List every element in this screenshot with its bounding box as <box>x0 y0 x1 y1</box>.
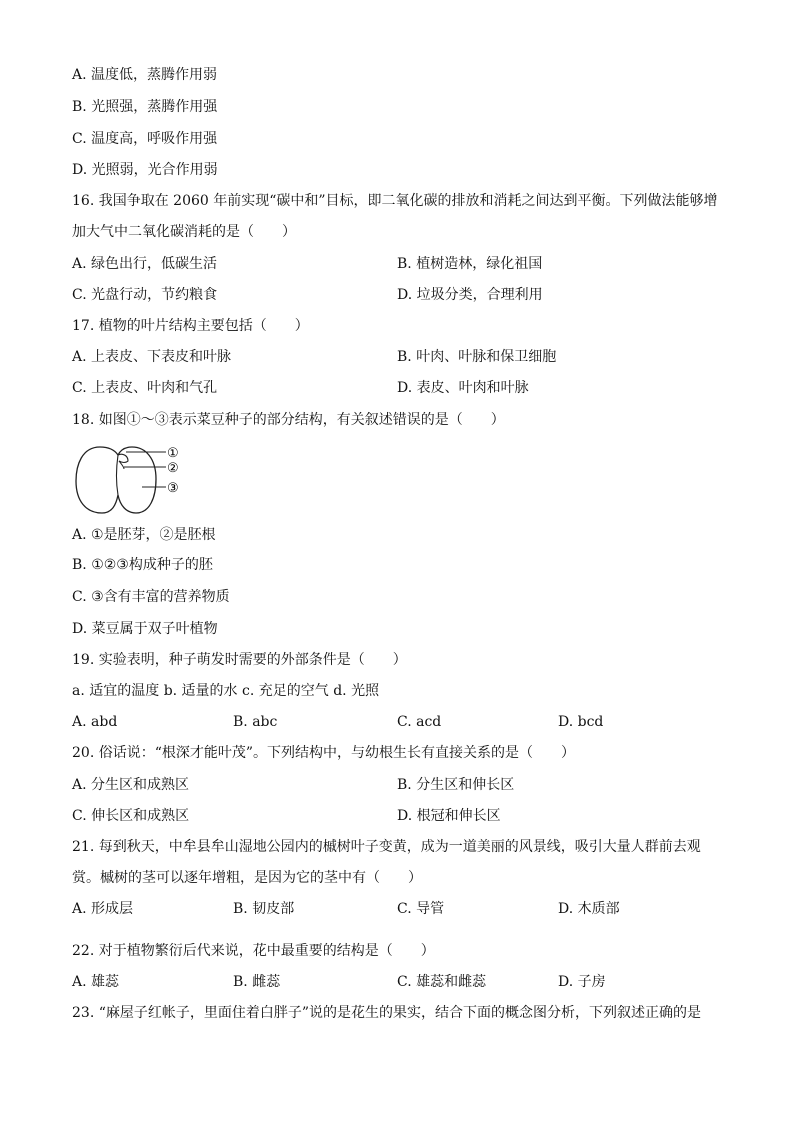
q22-option-d: D. 子房 <box>558 974 606 990</box>
q21-option-c: C. 导管 <box>397 901 445 917</box>
q18-option-b: B. ①②③构成种子的胚 <box>72 557 213 573</box>
question-20-stem: 20. 俗话说：“根深才能叶茂”。下列结构中，与幼根生长有直接关系的是（ ） <box>72 745 576 761</box>
question-16-stem: 16. 我国争取在 2060 年前实现“碳中和”目标，即二氧化碳的排放和消耗之间达到平衡。下列做法能够增 <box>72 193 718 209</box>
question-18-stem: 18. 如图①～③表示菜豆种子的部分结构，有关叙述错误的是（ ） <box>72 412 505 428</box>
bean-seed-figure <box>72 443 212 517</box>
question-22-stem: 22. 对于植物繁衍后代来说，花中最重要的结构是（ ） <box>72 943 435 959</box>
figure-label-2: ② <box>167 461 179 476</box>
question-23-stem: 23. “麻屋子红帐子，里面住着白胖子”说的是花生的果实，结合下面的概念图分析，下列叙述正确的是 <box>72 1005 702 1021</box>
option-d: D. 光照弱，光合作用弱 <box>72 162 218 178</box>
q21-option-b: B. 韧皮部 <box>233 901 295 917</box>
q18-option-d: D. 菜豆属于双子叶植物 <box>72 621 218 637</box>
q20-option-d: D. 根冠和伸长区 <box>397 808 501 824</box>
option-c: C. 温度高，呼吸作用强 <box>72 131 218 147</box>
option-b: B. 光照强，蒸腾作用强 <box>72 99 218 115</box>
q22-option-a: A. 雄蕊 <box>72 974 120 990</box>
question-21-stem-cont: 赏。槭树的茎可以逐年增粗，是因为它的茎中有（ ） <box>72 870 422 886</box>
q20-option-b: B. 分生区和伸长区 <box>397 777 515 793</box>
q16-option-b: B. 植树造林，绿化祖国 <box>397 256 543 272</box>
q19-option-d: D. bcd <box>558 714 604 730</box>
q20-option-a: A. 分生区和成熟区 <box>72 777 190 793</box>
option-a: A. 温度低，蒸腾作用弱 <box>72 67 218 83</box>
question-17-stem: 17. 植物的叶片结构主要包括（ ） <box>72 318 309 334</box>
q17-option-c: C. 上表皮、叶肉和气孔 <box>72 380 218 396</box>
q22-option-c: C. 雄蕊和雌蕊 <box>397 974 487 990</box>
q22-option-b: B. 雌蕊 <box>233 974 281 990</box>
q16-option-d: D. 垃圾分类，合理利用 <box>397 287 543 303</box>
q17-option-b: B. 叶肉、叶脉和保卫细胞 <box>397 349 557 365</box>
q16-option-c: C. 光盘行动，节约粮食 <box>72 287 218 303</box>
q19-option-a: A. abd <box>72 714 118 730</box>
q19-option-c: C. acd <box>397 714 442 730</box>
q21-option-d: D. 木质部 <box>558 901 620 917</box>
figure-label-3: ③ <box>167 481 179 496</box>
q20-option-c: C. 伸长区和成熟区 <box>72 808 190 824</box>
cotyledon-divider <box>117 455 119 495</box>
q17-option-d: D. 表皮、叶肉和叶脉 <box>397 380 529 396</box>
q16-option-a: A. 绿色出行，低碳生活 <box>72 256 218 272</box>
q19-conditions: a. 适宜的温度 b. 适量的水 c. 充足的空气 d. 光照 <box>72 683 380 699</box>
q18-option-c: C. ③含有丰富的营养物质 <box>72 589 230 605</box>
q17-option-a: A. 上表皮、下表皮和叶脉 <box>72 349 232 365</box>
figure-label-1: ① <box>167 446 179 461</box>
question-16-stem-cont: 加大气中二氧化碳消耗的是（ ） <box>72 224 296 240</box>
q19-option-b: B. abc <box>233 714 278 730</box>
question-19-stem: 19. 实验表明，种子萌发时需要的外部条件是（ ） <box>72 652 407 668</box>
q21-option-a: A. 形成层 <box>72 901 134 917</box>
question-21-stem: 21. 每到秋天，中牟县牟山湿地公园内的槭树叶子变黄，成为一道美丽的风景线，吸引大量人群前去观 <box>72 839 701 855</box>
q18-option-a: A. ①是胚芽，②是胚根 <box>72 527 216 543</box>
